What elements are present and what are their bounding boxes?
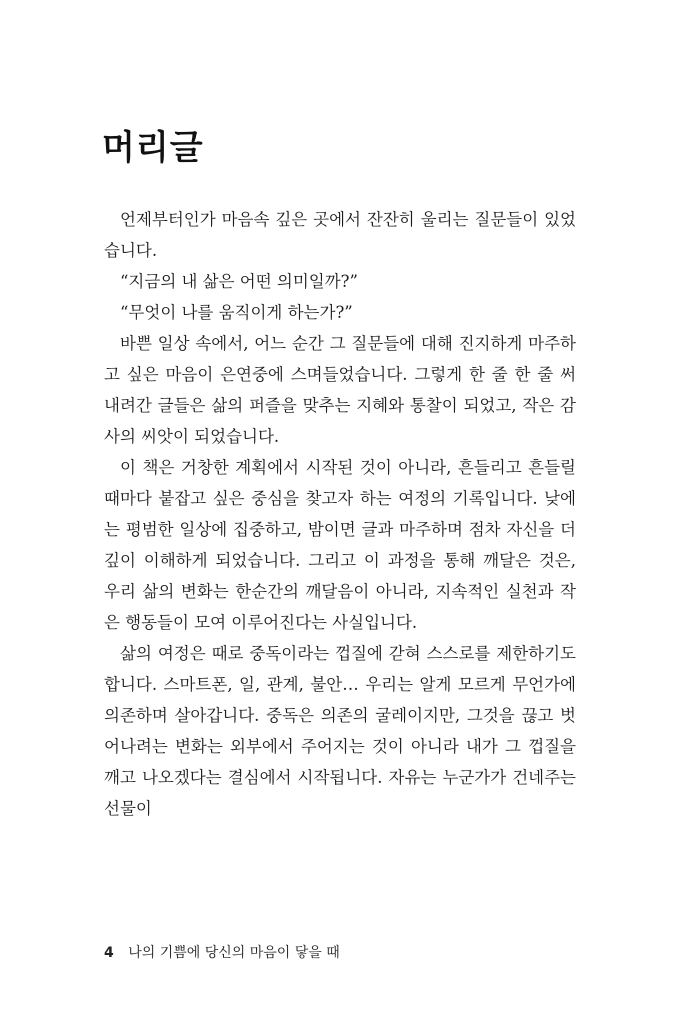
paragraph: 이 책은 거창한 계획에서 시작된 것이 아니라, 흔들리고 흔들릴 때마다 붙잡고 싶은 중심을 찾고자 하는 여정의 기록입니다. 낮에는 평범한 일상에 집중하고, 밤이면 글과 마주하며 점차 자신을 더 깊이 이해하게 되었습니다. 그리고 이 과정을 통해 깨달은 것은, 우리 삶의 변화는 한순간의 깨달음이 아니라, 지속적인 실천과 작은 행동들이 모여 이루어진다는 사실입니다. bbox=[104, 458, 576, 632]
paragraph: 삶의 여정은 때로 중독이라는 껍질에 갇혀 스스로를 제한하기도 합니다. 스마트폰, 일, 관계, 불안… 우리는 알게 모르게 무언가에 의존하며 살아갑니다. 중독은 의존의 굴레이지만, 그것을 끊고 벗어나려는 변화는 외부에서 주어지는 것이 아니라 내가 그 껍질을 깨고 나오겠다는 결심에서 시작됩니다. 자유는 누군가가 건네주는 선물이 bbox=[104, 644, 576, 818]
page-title: 머리글 bbox=[102, 128, 204, 168]
page-footer bbox=[104, 942, 340, 962]
page-number: 4 bbox=[104, 945, 114, 961]
paragraph: “무엇이 나를 움직이게 하는가?” bbox=[120, 303, 353, 322]
body-text bbox=[104, 204, 576, 824]
running-title: 나의 기쁨에 당신의 마음이 닿을 때 bbox=[128, 945, 340, 961]
paragraph: 언제부터인가 마음속 깊은 곳에서 잔잔히 울리는 질문들이 있었습니다. bbox=[104, 210, 576, 260]
paragraph: “지금의 내 삶은 어떤 의미일까?” bbox=[120, 272, 358, 291]
paragraph: 바쁜 일상 속에서, 어느 순간 그 질문들에 대해 진지하게 마주하고 싶은 마음이 은연중에 스며들었습니다. 그렇게 한 줄 한 줄 써 내려간 글들은 삶의 퍼즐을 맞추는 지혜와 통찰이 되었고, 작은 감사의 씨앗이 되었습니다. bbox=[104, 334, 576, 446]
